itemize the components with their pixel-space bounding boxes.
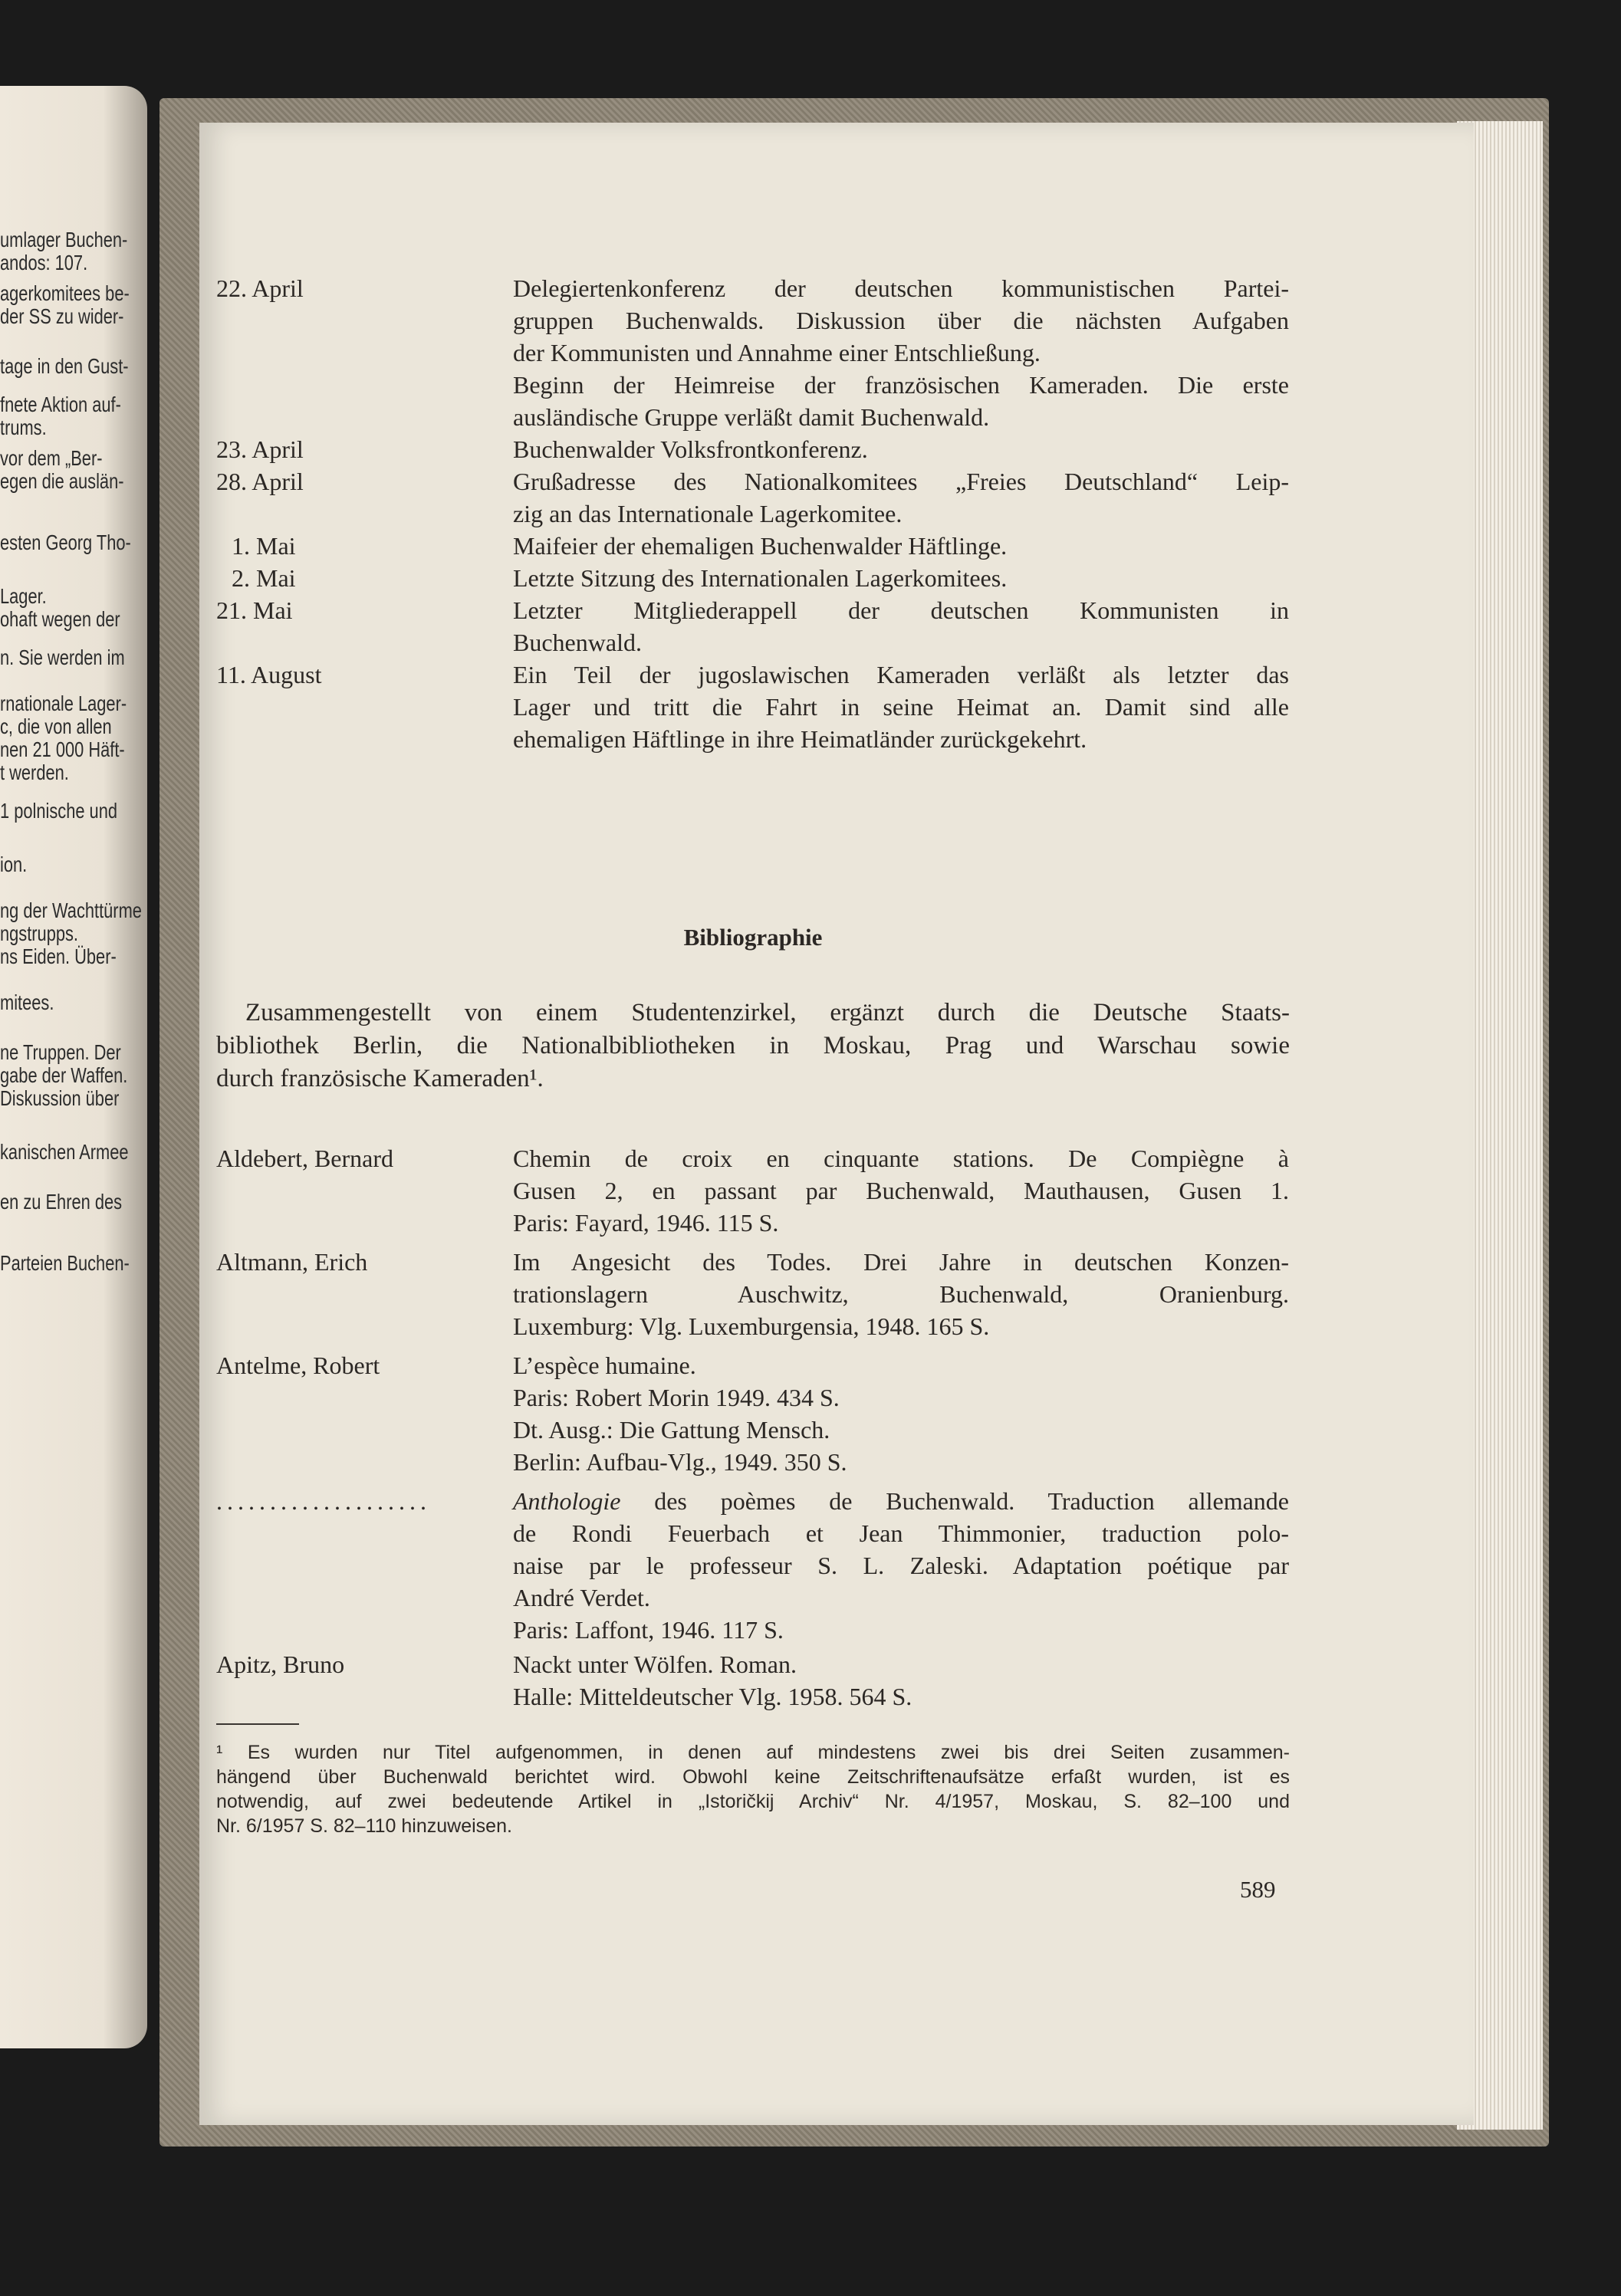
left-page-fragment: ns Eiden. Über- xyxy=(0,944,117,968)
left-page xyxy=(0,86,147,2048)
bibliography-line: André Verdet. xyxy=(513,1584,650,1611)
chronology-date: 11. August xyxy=(216,661,322,688)
footnote-rule xyxy=(216,1723,299,1725)
chronology-line: Buchenwalder Volksfrontkonferenz. xyxy=(513,435,868,463)
left-page-fragment: t werden. xyxy=(0,760,69,784)
chronology-line: Buchenwald. xyxy=(513,629,642,656)
bibliography-intro xyxy=(216,997,1290,1095)
chronology-text xyxy=(513,530,1289,562)
chronology-date: 2. Mai xyxy=(232,564,296,592)
intro-line: durch französische Kameraden¹. xyxy=(216,1065,544,1092)
bibliography-line: Paris: Robert Morin 1949. 434 S. xyxy=(513,1384,840,1411)
left-page-fragment: ohaft wegen der xyxy=(0,607,120,631)
left-page-fragment: n. Sie werden im xyxy=(0,645,125,669)
footnote-line: notwendig, auf zwei bedeutende Artikel in „Istoričkij Archiv“ Nr. 4/1957, Moskau, S. 82–100 und xyxy=(216,1791,1290,1812)
chronology-date: 22. April xyxy=(216,274,304,302)
bibliography-line: Nackt unter Wölfen. Roman. xyxy=(513,1651,797,1678)
left-page-fragment: mitees. xyxy=(0,990,54,1014)
right-page xyxy=(199,123,1474,2125)
bibliography-line: Gusen 2, en passant par Buchenwald, Mauthausen, Gusen 1. xyxy=(513,1177,1289,1204)
left-page-fragment: 1 polnische und xyxy=(0,799,118,823)
left-page-fragment: rnationale Lager- xyxy=(0,691,127,715)
bibliography-text xyxy=(513,1246,1289,1342)
left-page-fragment: ion. xyxy=(0,852,28,876)
chronology-text xyxy=(513,433,1289,465)
chronology-text xyxy=(513,594,1289,659)
chronology-text xyxy=(513,465,1289,530)
bibliography-line: Luxemburg: Vlg. Luxemburgensia, 1948. 165 S. xyxy=(513,1312,990,1340)
left-page-fragment: c, die von allen xyxy=(0,714,112,738)
left-page-fragment: agerkomitees be- xyxy=(0,281,130,305)
intro-line: Zusammengestellt von einem Studentenzirkel, ergänzt durch die Deutsche Staats- xyxy=(245,999,1290,1026)
bibliography-line: trationslagern Auschwitz, Buchenwald, Oranienburg. xyxy=(513,1280,1289,1308)
bibliography-text xyxy=(513,1648,1289,1713)
chronology-date: 23. April xyxy=(216,435,304,463)
bibliography-author: Altmann, Erich xyxy=(216,1248,368,1276)
page-number: 589 xyxy=(1240,1876,1276,1903)
left-page-fragment: Lager. xyxy=(0,584,47,608)
chronology-line: zig an das Internationale Lagerkomitee. xyxy=(513,500,903,527)
left-page-fragment: andos: 107. xyxy=(0,251,88,274)
author-placeholder-dots: .................... xyxy=(216,1487,431,1515)
left-page-fragment: ng der Wachttürme xyxy=(0,898,142,922)
left-page-fragment: esten Georg Tho- xyxy=(0,530,131,554)
bibliography-line: Chemin de croix en cinquante stations. De Compiègne à xyxy=(513,1145,1289,1172)
section-heading: Bibliographie xyxy=(683,924,823,951)
chronology-line: gruppen Buchenwalds. Diskussion über die nächsten Aufgaben xyxy=(513,307,1289,334)
footnote-line: hängend über Buchenwald berichtet wird. Obwohl keine Zeitschriftenaufsätze erfaßt wurden, ist es xyxy=(216,1766,1290,1788)
bibliography-line: Im Angesicht des Todes. Drei Jahre in deutschen Konzen- xyxy=(513,1248,1289,1276)
bibliography-line: Paris: Laffont, 1946. 117 S. xyxy=(513,1616,784,1644)
left-page-fragment: der SS zu wider- xyxy=(0,304,124,328)
bibliography-line: naise par le professeur S. L. Zaleski. Adaptation poétique par xyxy=(513,1552,1289,1579)
left-page-fragment: Diskussion über xyxy=(0,1086,120,1110)
left-page-fragment: ne Truppen. Der xyxy=(0,1040,121,1064)
chronology-line: ehemaligen Häftlinge in ihre Heimatländer zurückgekehrt. xyxy=(513,725,1087,753)
bibliography-line: L’espèce humaine. xyxy=(513,1352,696,1379)
chronology-line: der Kommunisten und Annahme einer Entschließung. xyxy=(513,339,1041,366)
chronology-line: Beginn der Heimreise der französischen Kameraden. Die erste xyxy=(513,371,1289,399)
chronology-text xyxy=(513,272,1289,433)
bibliography-author: Antelme, Robert xyxy=(216,1352,380,1379)
left-page-fragment: kanischen Armee xyxy=(0,1140,129,1164)
left-page-fragment: tage in den Gust- xyxy=(0,354,129,378)
bibliography-author: Apitz, Bruno xyxy=(216,1651,345,1678)
chronology-text xyxy=(513,562,1289,594)
bibliography-text xyxy=(513,1485,1289,1646)
chronology-line: Grußadresse des Nationalkomitees „Freies Deutschland“ Leip- xyxy=(513,468,1289,495)
page-content xyxy=(216,123,1305,2116)
intro-line: bibliothek Berlin, die Nationalbibliotheken in Moskau, Prag und Warschau sowie xyxy=(216,1032,1290,1059)
chronology-line: Ein Teil der jugoslawischen Kameraden verläßt als letzter das xyxy=(513,661,1289,688)
left-page-fragment: gabe der Waffen. xyxy=(0,1063,128,1087)
title-italic: Anthologie xyxy=(513,1487,621,1515)
bibliography-line: Paris: Fayard, 1946. 115 S. xyxy=(513,1209,779,1237)
chronology-line: Letzter Mitgliederappell der deutschen Kommunisten in xyxy=(513,596,1289,624)
chronology-line: ausländische Gruppe verläßt damit Buchenwald. xyxy=(513,403,990,431)
bibliography-line xyxy=(513,1485,1289,1517)
bibliography-line: Dt. Ausg.: Die Gattung Mensch. xyxy=(513,1416,830,1444)
bibliography-text xyxy=(513,1142,1289,1239)
bibliography-text xyxy=(513,1349,1289,1478)
title-rest: des poèmes de Buchenwald. Traduction allemande xyxy=(620,1487,1289,1515)
left-page-fragment: fnete Aktion auf- xyxy=(0,393,121,416)
bibliography-line: Halle: Mitteldeutscher Vlg. 1958. 564 S. xyxy=(513,1683,912,1710)
left-page-fragment: en zu Ehren des xyxy=(0,1190,123,1214)
bibliography-line: Berlin: Aufbau-Vlg., 1949. 350 S. xyxy=(513,1448,847,1476)
chronology-line: Delegiertenkonferenz der deutschen kommunistischen Partei- xyxy=(513,274,1289,302)
left-page-fragment: umlager Buchen- xyxy=(0,228,128,251)
left-page-fragment: nen 21 000 Häft- xyxy=(0,737,125,761)
chronology-date: 1. Mai xyxy=(232,532,296,560)
chronology-line: Maifeier der ehemaligen Buchenwalder Häftlinge. xyxy=(513,532,1008,560)
chronology-date: 28. April xyxy=(216,468,304,495)
left-page-fragment: vor dem „Ber- xyxy=(0,446,103,470)
left-page-fragment: trums. xyxy=(0,416,47,439)
left-page-fragment: Parteien Buchen- xyxy=(0,1251,130,1275)
chronology-line: Letzte Sitzung des Internationalen Lagerkomitees. xyxy=(513,564,1008,592)
left-page-fragment: egen die auslän- xyxy=(0,469,124,493)
footnote xyxy=(216,1740,1290,1838)
bibliography-author: Aldebert, Bernard xyxy=(216,1145,394,1172)
chronology-text xyxy=(513,659,1289,755)
chronology-line: Lager und tritt die Fahrt in seine Heimat an. Damit sind alle xyxy=(513,693,1289,721)
bibliography-line: de Rondi Feuerbach et Jean Thimmonier, traduction polo- xyxy=(513,1519,1289,1547)
footnote-line: ¹ Es wurden nur Titel aufgenommen, in denen auf mindestens zwei bis drei Seiten zusammen- xyxy=(216,1742,1290,1763)
left-page-fragment: ngstrupps. xyxy=(0,921,78,945)
chronology-date: 21. Mai xyxy=(216,596,293,624)
footnote-line: Nr. 6/1957 S. 82–110 hinzuweisen. xyxy=(216,1815,512,1837)
